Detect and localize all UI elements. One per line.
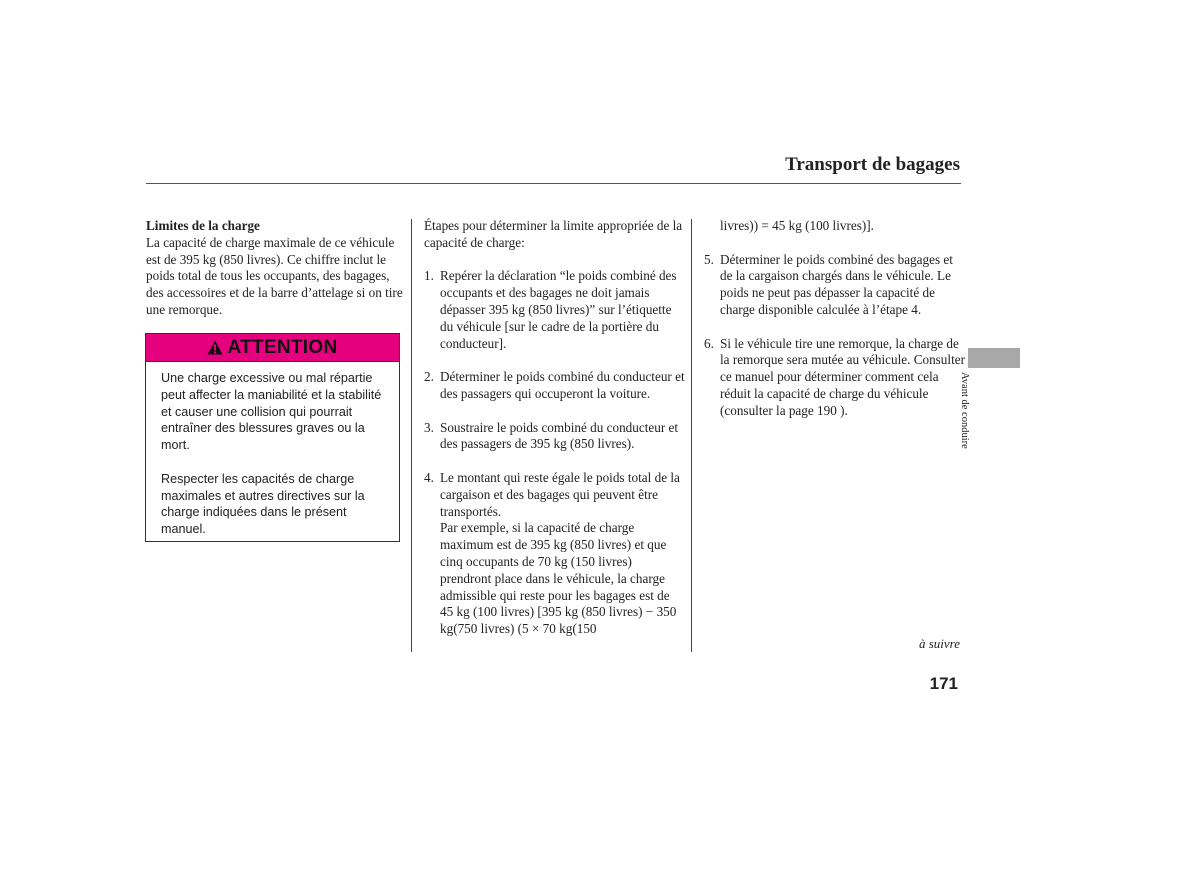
step-text: Soustraire le poids combiné du conducteur et des passagers de 395 kg (850 livres).	[440, 419, 679, 452]
continued-note: à suivre	[918, 636, 960, 651]
step-text: Déterminer le poids combiné du conducteur et des passagers qui occuperont la voiture.	[440, 369, 685, 401]
column-2	[424, 218, 686, 655]
step-number: 1.	[424, 268, 434, 284]
column-divider	[691, 219, 692, 652]
column-3	[704, 218, 966, 436]
steps-list	[424, 268, 686, 638]
step-item	[424, 470, 686, 638]
step-item	[704, 252, 966, 319]
warning-title: ATTENTION	[227, 336, 338, 358]
step-item	[704, 336, 966, 420]
warning-paragraph: Une charge excessive ou mal répartie peut affecter la maniabilité et la stabilité et causer une collision qui pourrait entraîner des blessures graves ou la mort.	[161, 371, 382, 453]
step-item	[424, 268, 686, 352]
page-number: 171	[929, 674, 958, 693]
step-text: Déterminer le poids combiné des bagages et de la cargaison chargés dans le véhicule. Le poids ne peut pas dépasser la capacité de charge disponible calculée à l’étape 4.	[720, 251, 953, 317]
warning-box	[145, 333, 400, 542]
title-divider	[146, 183, 961, 184]
column-divider	[411, 219, 412, 652]
steps-intro: Étapes pour déterminer la limite appropriée de la capacité de charge:	[424, 218, 683, 250]
column-1	[146, 218, 404, 319]
section-tab-label	[959, 372, 982, 464]
step-text: Le montant qui reste égale le poids total de la cargaison et des bagages qui peuvent être transportés.	[440, 469, 680, 519]
section-tab	[968, 348, 1020, 368]
step-item	[424, 420, 686, 454]
section-tab-text: Avant de conduire	[959, 372, 970, 449]
step-number: 6.	[704, 335, 714, 351]
step-number: 2.	[424, 369, 434, 385]
warning-header	[146, 334, 399, 362]
step-number: 5.	[704, 251, 714, 267]
warning-triangle-icon	[207, 340, 223, 355]
step-text: Si le véhicule tire une remorque, la charge de la remorque sera mutée au véhicule. Consulter ce manuel pour déterminer comment cela réduit la capacité de charge du véhicule (consulter la page 190 ).	[720, 335, 965, 418]
section-heading: Limites de la charge	[146, 218, 260, 233]
warning-paragraph: Respecter les capacités de charge maximales et autres directives sur la charge indiquées dans le présent manuel.	[161, 471, 365, 537]
step-number: 3.	[424, 419, 434, 435]
continuation-text: livres)) = 45 kg (100 livres)].	[720, 218, 874, 233]
intro-paragraph: La capacité de charge maximale de ce véhicule est de 395 kg (850 livres). Ce chiffre inclut le poids total de tous les occupants, des bagages, des accessoires et de la barre d’attelage si on tire une remorque.	[146, 234, 403, 317]
steps-list	[704, 252, 966, 420]
step-number: 4.	[424, 469, 434, 485]
step-text: Repérer la déclaration “le poids combiné des occupants et des bagages ne doit jamais dépasser 395 kg (850 livres)” sur l’étiquette du véhicule [sur le cadre de la portière du conducteur].	[440, 268, 677, 351]
step-item	[424, 369, 686, 403]
step-example: Par exemple, si la capacité de charge maximum est de 395 kg (850 livres) et que cinq occupants de 70 kg (150 livres) prendront place dans le véhicule, la charge admissible qui reste pour les bagages est de 45 kg (100 livres) [395 kg (850 livres) − 350 kg(750 livres) (5 × 70 kg(150	[440, 520, 677, 637]
page-title: Transport de bagages	[785, 154, 960, 175]
warning-body	[161, 370, 393, 555]
